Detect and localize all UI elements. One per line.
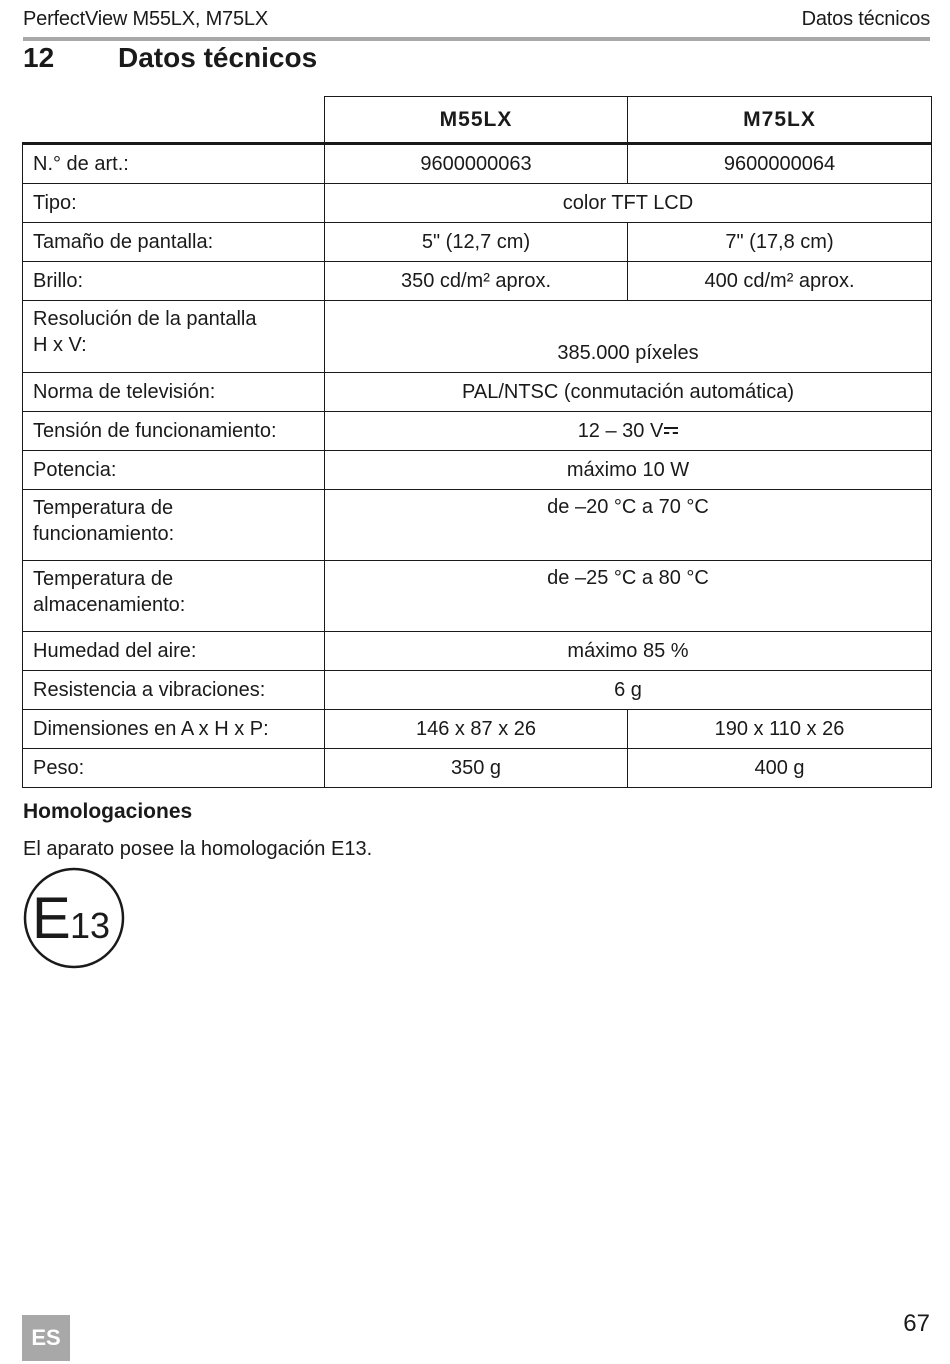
row-label-line-1: Temperatura de [33,568,174,590]
approvals-text: El aparato posee la homologación E13. [23,838,373,860]
voltage-value: 12 – 30 V [577,419,664,442]
table-row-storage-temperature [23,561,932,632]
cell-both-models [325,412,932,451]
cell-m55lx: 146 x 87 x 26 [325,710,628,749]
row-label-line-2: almacenamiento: [33,594,186,616]
cell-m55lx: 350 g [325,749,628,788]
cell-m55lx: 350 cd/m² aprox. [325,262,628,301]
table-row-dimensions [23,710,932,749]
table-row-voltage [23,412,932,451]
row-label [23,490,325,561]
row-label: Norma de televisión: [23,373,325,412]
table-row-type [23,184,932,223]
table-row-weight [23,749,932,788]
cell-both-models: máximo 10 W [325,451,932,490]
table-row-power [23,451,932,490]
row-label: N.° de art.: [23,144,325,184]
cell-m75lx: 9600000064 [628,144,932,184]
e13-letter: E [32,886,71,951]
row-label: Peso: [23,749,325,788]
row-label: Brillo: [23,262,325,301]
row-label: Potencia: [23,451,325,490]
cell-both-models: 385.000 píxeles [325,301,932,373]
chapter-title: Datos técnicos [118,42,318,73]
cell-m55lx: 5" (12,7 cm) [325,223,628,262]
cell-m75lx: 190 x 110 x 26 [628,710,932,749]
row-label [23,301,325,373]
specifications-table [22,96,932,788]
table-row-humidity [23,632,932,671]
cell-both-models: color TFT LCD [325,184,932,223]
cell-m75lx: 400 cd/m² aprox. [628,262,932,301]
table-row-operating-temperature [23,490,932,561]
row-label-line-1: Resolución de la pantalla [33,308,257,330]
row-label-line-2: funcionamiento: [33,523,175,545]
table-row-screen-size [23,223,932,262]
header-divider [23,37,930,41]
cell-m75lx: 7" (17,8 cm) [628,223,932,262]
row-label-line-1: Temperatura de [33,497,174,519]
e13-number: 13 [70,905,111,946]
running-header-product: PerfectView M55LX, M75LX [23,8,268,30]
approvals-heading: Homologaciones [23,800,193,823]
column-header-m75lx: M75LX [628,97,932,144]
table-row-brightness [23,262,932,301]
table-header-blank [23,97,325,144]
cell-both-models: máximo 85 % [325,632,932,671]
chapter-number: 12 [23,42,55,73]
table-row-art-no [23,144,932,184]
e13-approval-mark-icon [22,866,128,972]
row-label: Resistencia a vibraciones: [23,671,325,710]
cell-both-models: PAL/NTSC (conmutación automática) [325,373,932,412]
table-header-row [23,97,932,144]
row-label: Tipo: [23,184,325,223]
direct-current-icon [664,425,678,437]
page-number: 67 [903,1310,930,1337]
column-header-m55lx: M55LX [325,97,628,144]
cell-both-models: de –20 °C a 70 °C [325,490,932,561]
table-row-resolution [23,301,932,373]
row-label: Tensión de funcionamiento: [23,412,325,451]
running-header [23,6,930,34]
row-label [23,561,325,632]
row-label: Dimensiones en A x H x P: [23,710,325,749]
cell-m75lx: 400 g [628,749,932,788]
row-label-line-2: H x V: [33,334,87,356]
table-row-tv-standard [23,373,932,412]
cell-both-models: de –25 °C a 80 °C [325,561,932,632]
language-badge: ES [22,1315,70,1361]
cell-both-models: 6 g [325,671,932,710]
running-header-section: Datos técnicos [801,8,930,30]
row-label: Tamaño de pantalla: [23,223,325,262]
row-label: Humedad del aire: [23,632,325,671]
cell-m55lx: 9600000063 [325,144,628,184]
table-row-vibration [23,671,932,710]
